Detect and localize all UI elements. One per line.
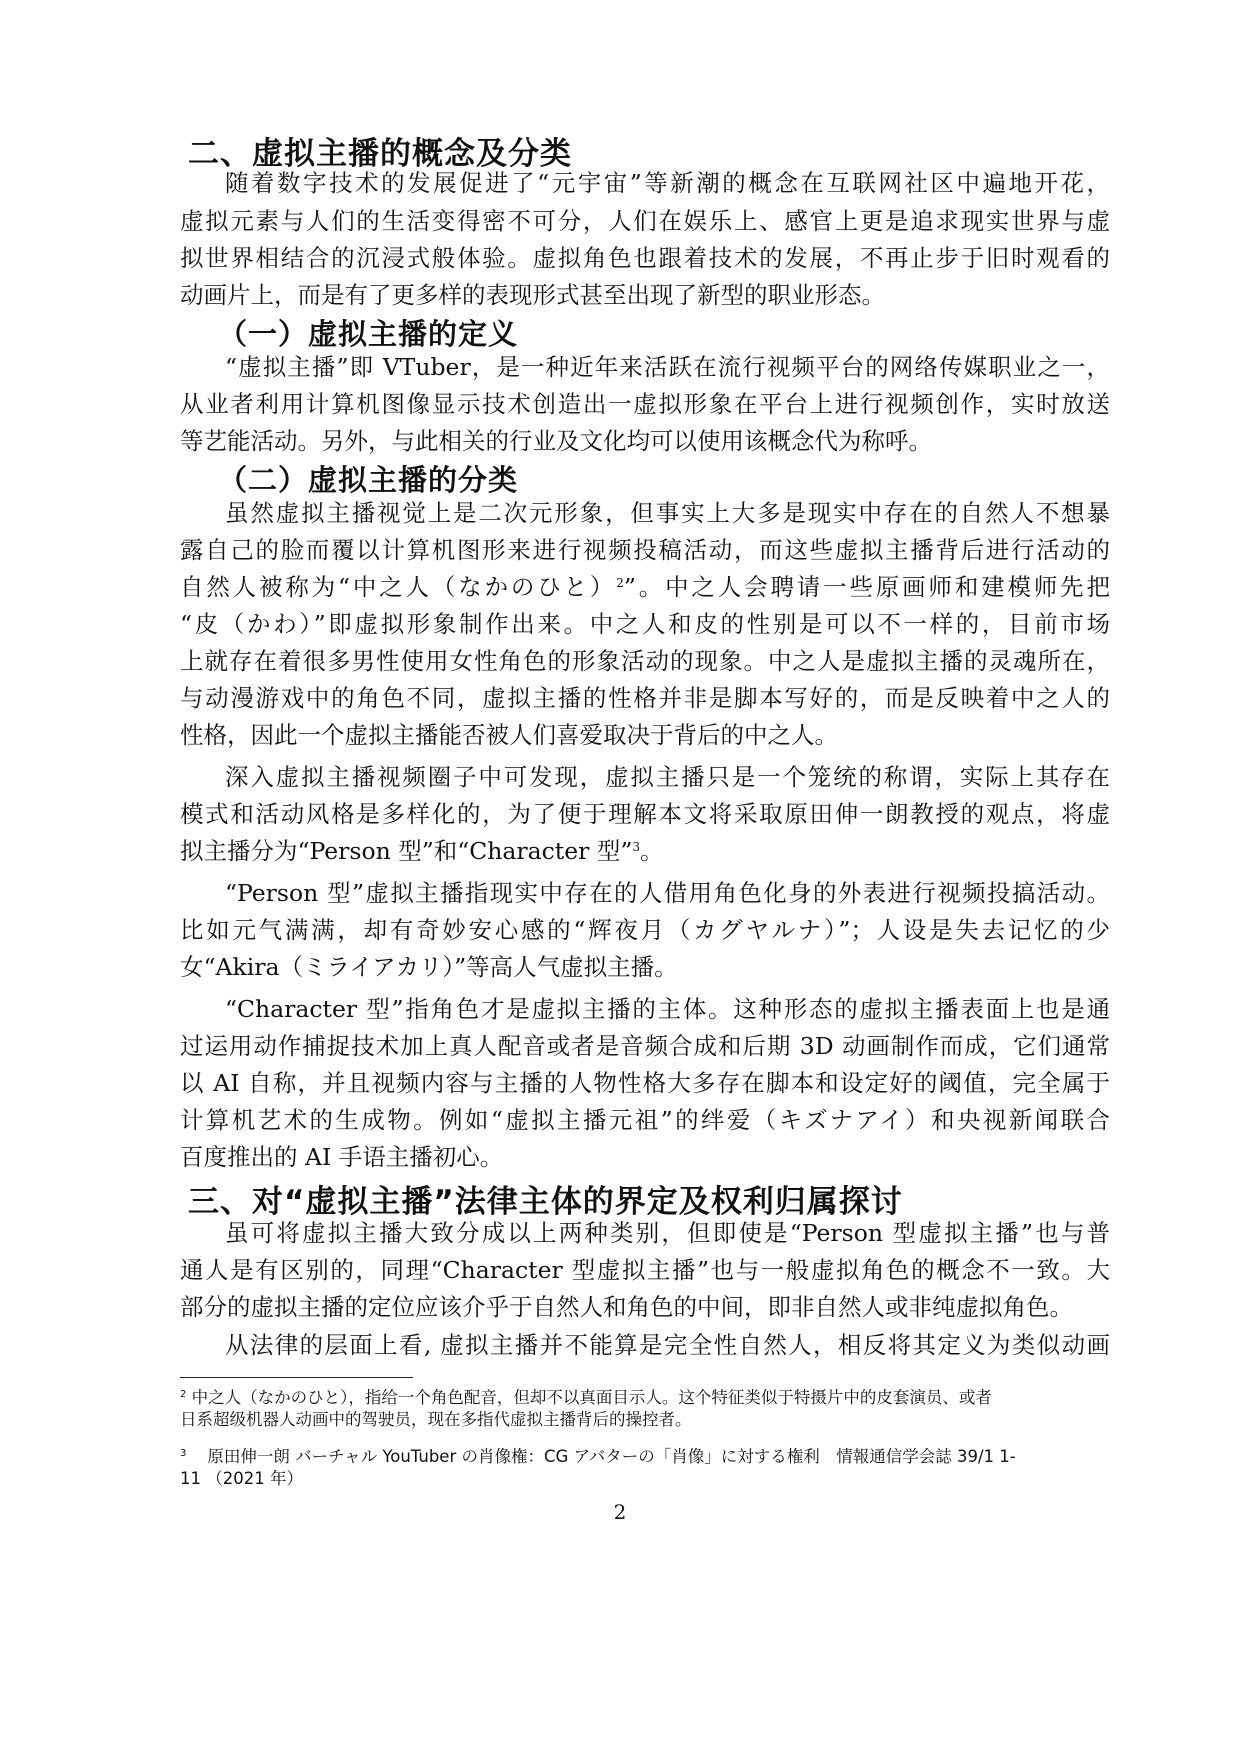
paragraph-line: 女“Akira（ミライアカリ）”等高人气虚拟主播。 (180, 953, 678, 981)
footnote-text: 原田伸一朗 バーチャル YouTuber の肖像権：CG アバターの「肖像」に対する権利 情報通信学会誌 39/1 1- (207, 1447, 1016, 1466)
paragraph-line: 通人是有区别的，同理“Character 型虚拟主播”也与一般虚拟角色的概念不一致。大 (180, 1256, 1110, 1284)
paragraph-line: 性格，因此一个虚拟主播能否被人们喜爱取决于背后的中之人。 (180, 721, 838, 749)
text-run: 。 (640, 837, 664, 865)
paragraph-line (180, 836, 1110, 866)
footnote-ref-3[interactable]: 3 (632, 840, 640, 854)
text-run: 拟主播分为“Person 型”和“Character 型” (180, 837, 633, 865)
paragraph-line: 等艺能活动。另外，与此相关的行业及文化均可以使用该概念代为称呼。 (180, 427, 932, 455)
paragraph-line: 露自己的脸而覆以计算机图形来进行视频投稿活动，而这些虚拟主播背后进行活动的 (180, 536, 1110, 564)
paragraph-line: 从法律的层面上看, 虚拟主播并不能算是完全性自然人，相反将其定义为类似动画 (225, 1331, 1110, 1359)
footnote-mark: 3 (180, 1448, 187, 1459)
section-2-heading: 二、虚拟主播的概念及分类 (188, 136, 572, 172)
footnote-2 (180, 1388, 1110, 1408)
paragraph-line: 虽然虚拟主播视觉上是二次元形象，但事实上大多是现实中存在的自然人不想暴 (225, 499, 1110, 527)
paragraph-line (180, 572, 1110, 602)
paragraph-line: 随着数字技术的发展促进了“元宇宙”等新潮的概念在互联网社区中遍地开花， (225, 169, 1110, 197)
paragraph-line: 部分的虚拟主播的定位应该介乎于自然人和角色的中间，即非自然人或非纯虚拟角色。 (180, 1293, 1073, 1321)
subsection-1-heading: （一）虚拟主播的定义 (218, 317, 519, 351)
paragraph-line: 虚拟元素与人们的生活变得密不可分，人们在娱乐上、感官上更是追求现实世界与虚 (180, 207, 1110, 235)
footnote-ref-2[interactable]: 2 (616, 576, 624, 590)
paragraph-line: 与动漫游戏中的角色不同，虚拟主播的性格并非是脚本写好的，而是反映着中之人的 (180, 684, 1110, 712)
footnote-mark: 2 (180, 1389, 187, 1400)
paragraph-line: 模式和活动风格是多样化的，为了便于理解本文将采取原田伸一朗教授的观点，将虚 (180, 800, 1110, 828)
page-number: 2 (613, 1500, 627, 1524)
paragraph-line: “Character 型”指角色才是虚拟主播的主体。这种形态的虚拟主播表面上也是通 (225, 995, 1110, 1023)
footnote-3-cont: 11 （2021 年） (180, 1469, 303, 1488)
paragraph-line: 拟世界相结合的沉浸式般体验。虚拟角色也跟着技术的发展，不再止步于旧时观看的 (180, 244, 1110, 272)
subsection-2-heading: （二）虚拟主播的分类 (218, 463, 519, 497)
paragraph-line: 动画片上，而是有了更多样的表现形式甚至出现了新型的职业形态。 (180, 281, 885, 309)
paragraph-line: “虚拟主播”即 VTuber，是一种近年来活跃在流行视频平台的网络传媒职业之一， (225, 353, 1110, 381)
paragraph-line: 上就存在着很多男性使用女性角色的形象活动的现象。中之人是虚拟主播的灵魂所在， (180, 647, 1110, 675)
section-3-heading: 三、对“虚拟主播”法律主体的界定及权利归属探讨 (188, 1184, 903, 1220)
paragraph-line: 虽可将虚拟主播大致分成以上两种类别，但即使是“Person 型虚拟主播”也与普 (225, 1219, 1110, 1247)
paragraph-line: 过运用动作捕捉技术加上真人配音或者是音频合成和后期 3D 动画制作而成，它们通常 (180, 1032, 1110, 1060)
footnote-text: 中之人（なかのひと），指给一个角色配音，但却不以真面目示人。这个特征类似于特摄片中的皮套演员、或者 (191, 1388, 992, 1407)
text-run: 自然人被称为“中之人（なかのひと） (180, 573, 617, 601)
paragraph-line: 深入虚拟主播视频圈子中可发现，虚拟主播只是一个笼统的称谓，实际上其存在 (225, 763, 1110, 791)
paragraph-line: 从业者利用计算机图像显示技术创造出一虚拟形象在平台上进行视频创作，实时放送 (180, 390, 1110, 418)
footnote-divider (180, 1377, 413, 1378)
paragraph-line: 计算机艺术的生成物。例如“虚拟主播元祖”的绊爱（キズナアイ）和央视新闻联合 (180, 1106, 1110, 1134)
paragraph-line: “皮（かわ）”即虚拟形象制作出来。中之人和皮的性别是可以不一样的，目前市场 (180, 610, 1110, 638)
paragraph-line: 以 AI 自称，并且视频内容与主播的人物性格大多存在脚本和设定好的阈值，完全属于 (180, 1069, 1110, 1097)
footnote-2-cont: 日系超级机器人动画中的驾驶员，现在多指代虚拟主播背后的操控者。 (180, 1410, 692, 1429)
footnote-3 (180, 1447, 1110, 1467)
paragraph-line: “Person 型”虚拟主播指现实中存在的人借用角色化身的外表进行视频投搞活动。 (225, 879, 1110, 907)
paragraph-line: 比如元气满满，却有奇妙安心感的“辉夜月（カグヤルナ）”；人设是失去记忆的少 (180, 916, 1110, 944)
paragraph-line: 百度推出的 AI 手语主播初心。 (180, 1143, 504, 1171)
text-run: ”。中之人会聘请一些原画师和建模师先把 (623, 573, 1111, 601)
